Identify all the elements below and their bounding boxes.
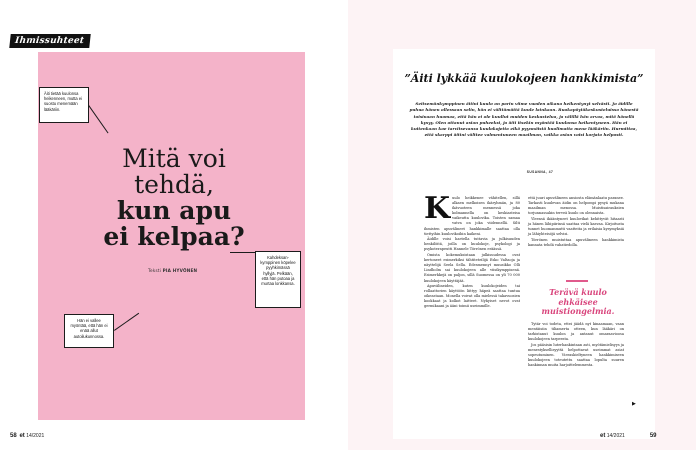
title-line-3: kun apu — [116, 196, 232, 225]
folio-right — [600, 433, 657, 439]
quote-signature: SUSANNA, 47 — [526, 170, 554, 174]
article-paragraph: Äidille voisi haetella tuttavia ja julkisuuden henkilöitä, joilla on kuulokoje, psykologi ja psykoterapeutti Hannele Törrönen eräässä. — [424, 237, 520, 252]
pullquote: Terävä kuulo ehkäisee muistiongelmia. — [541, 287, 615, 316]
sticker-leader-line-2 — [230, 252, 256, 253]
article-paragraph: Tytär voi todeta, ettei jäädä nyt kinaamaan, vaan mentäisiin tiliamerta otteen, kun lääkäri on tarkistanut kuulon ja antanut omaraavioosa kuulokojeen tarpeesta. — [528, 322, 624, 342]
folio-magazine: et — [19, 433, 25, 439]
title-line-4: ei kelpaa? — [103, 222, 245, 251]
article-paragraph: että juuri apuvälineen ansiosta elämänlaatu paranee. Tarkasti kuulevan äidin on helpompi pysyä mukana maailman menossa. Muistisairauksien torjunnassakin terveä kuulo on olennaista. — [528, 196, 624, 216]
sticker-note-3: Hän ei vallee myöntää, että hän ei enää allut autoilukunnossa. — [64, 314, 114, 348]
folio-left — [10, 433, 44, 439]
article-paragraph: Apuvälineiden, kuten kuulokojeiden tai rollaattorien käyttöön liittyy häpeä saattaa tuntua oikeastaan. Monella voivat olla mielessä takavuosien kookkaat ja kolkot laitteet. Nykyiset nevot ovat germikaani ja ääni toimii useimmille. — [424, 284, 520, 309]
sticker-note-2: Kahdeksan-kymppinen köpelee pyyhkimässä hyllyjä. Pelkään, että hän putoaa ja murtaa lonkkansa. — [255, 251, 301, 308]
end-arrow-icon: ▶ — [632, 401, 636, 407]
article-paragraph: Yleensä ikääntyneet kuulovikat kehittyvät hitaasti ja hänen lähipiirinsä saattaa vielä kasvaa. Kirjoitusta tunnet huomanmutti vaatteita ja erilaisia kysymyksiä ja lähiyhteisöjä selvisi. — [528, 216, 624, 237]
sticker-note-1: Äiti tietää kuulonsa heikenneen, mutta ei suostu menemään lääkäriin. — [39, 87, 89, 123]
article-column-2 — [528, 196, 624, 248]
article-paragraph: Törrönen muistuttaa apuvälineen hankkimista kannata tehdä vahatiedolla. — [528, 237, 624, 247]
folio-magazine: et — [600, 433, 606, 439]
pullquote-divider — [566, 280, 588, 282]
article-paragraph — [424, 191, 520, 237]
paragraph-text: uulo heikkenee vähitellen, sillä alkaen melkoisen ikäryhmän, ja 80 ikävuoteen mennessä joka kolmannella on keskiasteisa vaikeutta kuulovika. Toisten samaa vatva on joka viidennellä. Silti ihmisten apuvälineet hankkimalle saattaa olla tiettyihin kuulovikoihin kaikeni. — [424, 196, 520, 236]
byline-author: PIA HYVÖNEN — [162, 268, 198, 273]
page-title — [64, 146, 284, 250]
article-paragraph: Omista kokemuksistaan julkisuudessa ovat kertoneet esimerkiksi tähtiteteilijä Esko Valtaoja ja näyttelijä Seela Sella. Edesmennyt muusikko Olli Lindholm sai kuulokojeen alle viisikymppisenä. Esimerkkejä on paljon, sillä Suomessa on yli 70 000 kuulokojeen käyttäjää. — [424, 253, 520, 283]
byline-label: Teksti — [148, 268, 162, 273]
quote-title: ”Äiti lykkää kuulokojeen hankkimista” — [404, 72, 644, 85]
drop-cap: K — [424, 191, 451, 226]
article-paragraph: Jos pääsisin luterhankintaan asti, myötämielisyys ja menestyksellisyyttä helpottavat useimmat asiat sopeutuminen. Vieraskieltyneen hankkimiseen kuulokojeen toteutettu saattaa lopulta suuren hankinnan muita harjoittelemmesta. — [528, 342, 624, 368]
folio-issue: 14/2021 — [606, 433, 625, 439]
folio-page-number: 59 — [649, 433, 657, 439]
section-tag: Ihmissuhteet — [9, 34, 91, 48]
folio-page-number: 58 — [10, 433, 17, 439]
article-column-2-continued — [528, 322, 624, 369]
folio-issue: 14/2021 — [26, 433, 45, 439]
title-line-2: tehdä, — [134, 170, 214, 199]
title-line-1: Mitä voi — [122, 144, 226, 173]
byline — [148, 268, 197, 273]
article-column-1 — [424, 191, 520, 310]
quote-body: Seitsemänkymppinen äitini kuulo on parin viime vuoden aikana heikentynyt selvästi. Jo äidille puhua hänen ollessaan selin, hän ei välttämättä kuule lainkaan. Ruokapöytäkeskusteluissa hänestä toisinaan huomaa, että hän ei ole kuullut muiden keskustelua, ja välillä hän arvaa, mitä hänellä kysyy. Olen ottanut asian puheeksi, ja äiti itsekin myöntää kuulonsa heikentyneen. Hän ei kuitenkaan koe tarvitsevansa kuulokojetta eikä pyynnöistä huolimatta mene lääkäriin. Hurmittaa, että skarppi äitini välttee valmentuneen maailman, vaikka asian voisi korjata helposti. — [409, 101, 639, 138]
